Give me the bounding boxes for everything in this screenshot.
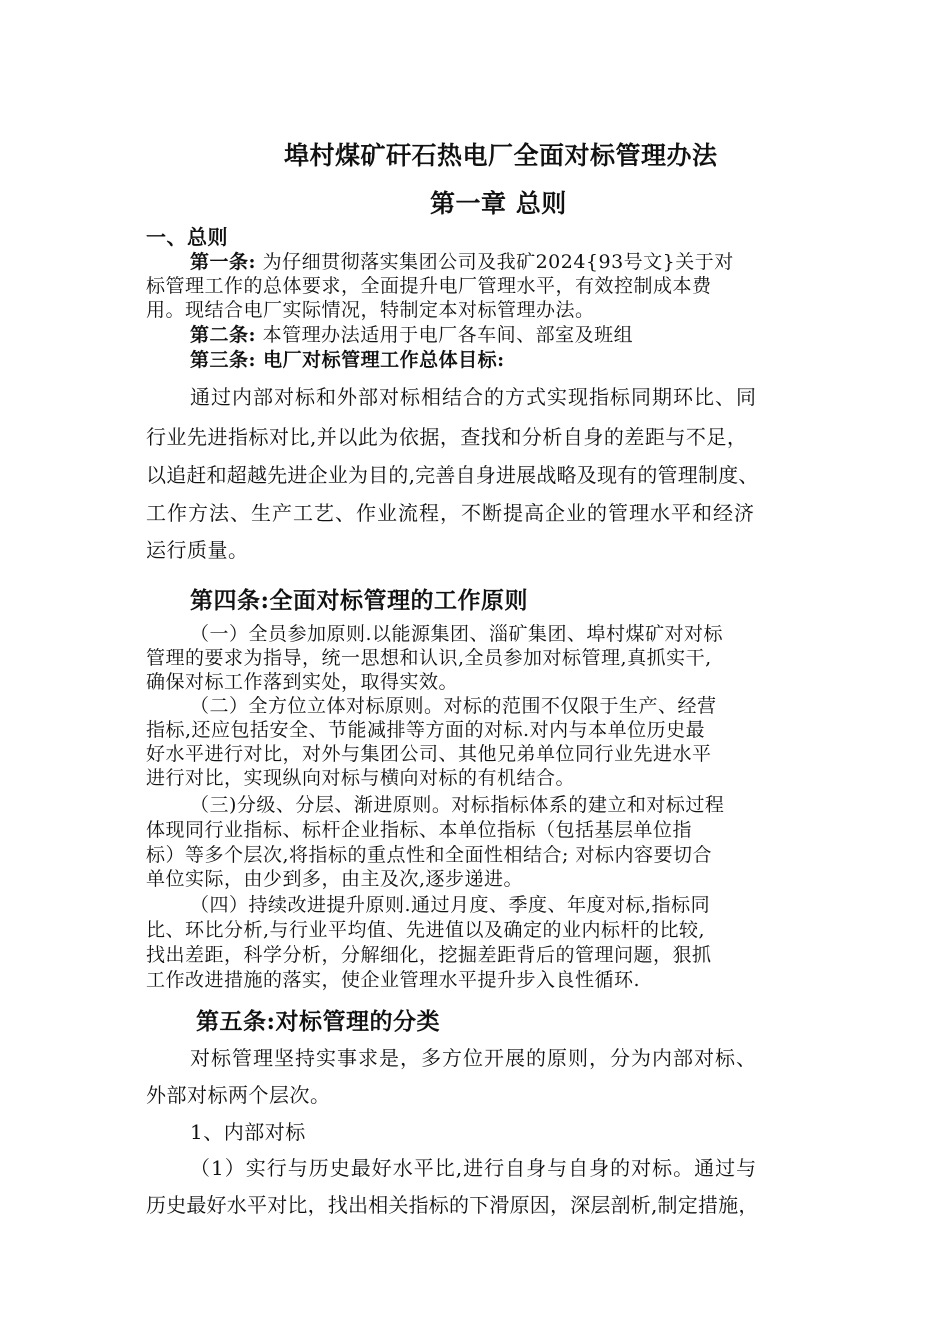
article-4-line: 比、环比分析,与行业平均值、先进值以及确定的业内标杆的比较, bbox=[146, 919, 706, 941]
article-4-line: 工作改进措施的落实，使企业管理水平提升步入良性循环. bbox=[146, 969, 641, 991]
article-4-line: 指标,还应包括安全、节能减排等方面的对标.对内与本单位历史最 bbox=[146, 719, 706, 741]
article-3-heading: 第三条: 电厂对标管理工作总体目标: bbox=[190, 349, 505, 371]
article-2 bbox=[190, 323, 633, 347]
section-heading: 一、总则 bbox=[146, 225, 228, 249]
article-4-line: 管理的要求为指导，统一思想和认识,全员参加对标管理,真抓实干, bbox=[146, 647, 712, 669]
article-3-para-line: 工作方法、生产工艺、作业流程，不断提高企业的管理水平和经济 bbox=[146, 501, 755, 525]
article-4-heading: 第四条:全面对标管理的工作原则 bbox=[190, 587, 528, 614]
article-4-line: 确保对标工作落到实处，取得实效。 bbox=[146, 671, 459, 693]
article-5-para-line: 对标管理坚持实事求是，多方位开展的原则，分为内部对标、 bbox=[190, 1046, 757, 1070]
article-4-line: 体现同行业指标、标杆企业指标、本单位指标（包括基层单位指 bbox=[146, 819, 693, 841]
article-4-line: （三)分级、分层、渐进原则。对标指标体系的建立和对标过程 bbox=[190, 794, 725, 816]
article-4-line: （四）持续改进提升原则.通过月度、季度、年度对标,指标同 bbox=[190, 894, 711, 916]
item-line: （1）实行与历史最好水平比,进行自身与自身的对标。通过与 bbox=[190, 1156, 758, 1180]
article-4-line: 进行对比，实现纵向对标与横向对标的有机结合。 bbox=[146, 767, 576, 789]
article-5-para-line: 外部对标两个层次。 bbox=[146, 1083, 331, 1107]
article-3-para-line: 通过内部对标和外部对标相结合的方式实现指标同期环比、同 bbox=[190, 385, 757, 409]
article-4-line: （二）全方位立体对标原则。对标的范围不仅限于生产、经营 bbox=[190, 695, 717, 717]
article-1-line-2: 标管理工作的总体要求，全面提升电厂管理水平，有效控制成本费 bbox=[146, 275, 712, 297]
article-1-line-1 bbox=[190, 250, 734, 274]
article-5-heading: 第五条:对标管理的分类 bbox=[196, 1008, 440, 1035]
article-2-label: 第二条: bbox=[190, 324, 257, 346]
item-line: 历史最好水平对比，找出相关指标的下滑原因，深层剖析,制定措施， bbox=[146, 1193, 759, 1217]
article-4-line: 标）等多个层次,将指标的重点性和全面性相结合; 对标内容要切合 bbox=[146, 844, 712, 866]
chapter-heading: 第一章 总则 bbox=[430, 189, 567, 218]
article-4-line: 单位实际，由少到多，由主及次,逐步递进。 bbox=[146, 868, 524, 890]
article-1-label: 第一条: bbox=[190, 251, 257, 273]
article-3-para-line: 行业先进指标对比,并以此为依据，查找和分析自身的差距与不足， bbox=[146, 425, 748, 449]
article-4-line: （一）全员参加原则.以能源集团、淄矿集团、埠村煤矿对对标 bbox=[190, 623, 724, 645]
article-2-text: 本管理办法适用于电厂各车间、部室及班组 bbox=[262, 324, 634, 346]
subsection-heading: 1、内部对标 bbox=[190, 1120, 306, 1144]
article-1-text: 为仔细贯彻落实集团公司及我矿2024{93号文}关于对 bbox=[262, 251, 734, 273]
article-4-line: 找出差距，科学分析，分解细化，挖掘差距背后的管理问题，狠抓 bbox=[146, 944, 712, 966]
document-title: 埠村煤矿矸石热电厂全面对标管理办法 bbox=[284, 141, 718, 170]
article-1-line-3: 用。现结合电厂实际情况，特制定本对标管理办法。 bbox=[146, 299, 595, 321]
article-3-para-line: 以追赶和超越先进企业为目的,完善自身进展战略及现有的管理制度、 bbox=[146, 463, 759, 487]
article-3-para-line: 运行质量。 bbox=[146, 538, 249, 562]
article-4-line: 好水平进行对比，对外与集团公司、其他兄弟单位同行业先进水平 bbox=[146, 743, 712, 765]
